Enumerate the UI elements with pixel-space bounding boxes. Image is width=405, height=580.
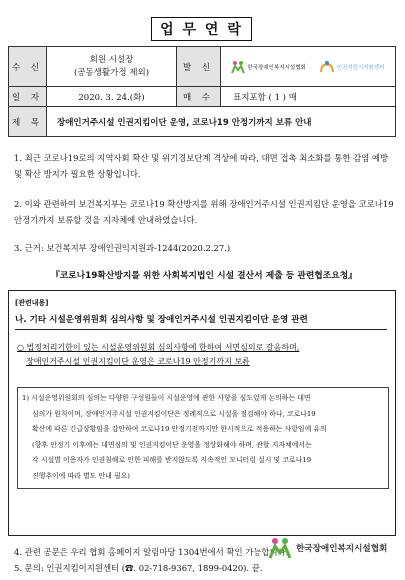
date-value: 2020. 3. 24.(화) <box>47 87 177 107</box>
footer-org-name: 한국장애인복지시설협회 <box>296 544 388 554</box>
bullet-line-1: ○ 법정처리기한이 있는 시설운영위원회 심의사항에 한하여 서면심의로 갈음하며, <box>17 343 300 352</box>
document-title: 업 무 연 락 <box>151 17 252 41</box>
detail-line-1: 1) 시설운영위원회의 심의는 다양한 구성원들이 시설운영에 관한 사항을 심도있게 논의하는 대면 <box>22 394 311 402</box>
paragraph-4: 4. 관련 공문은 우리 협회 홈페이지 알림마당 1304번에서 확인 가능합니다. <box>14 547 289 557</box>
detail-line-4: (향후 안정기 이후에는 대면심의 및 인권지킴이단 운영을 정상화해야 하며, 관할 지자체에서는 <box>32 440 312 449</box>
association-logo-icon <box>231 60 245 74</box>
paragraph-5: 5. 문의: 인권지킴이지원센터 (☎. 02-718-9367, 1899-0420). 끝. <box>14 563 263 573</box>
association-logo: 한국장애인복지시설협회 <box>231 60 305 74</box>
paragraph-3: 3. 근거: 보건복지부 장애인권익지원과-1244(2020.2.27.) <box>14 243 231 253</box>
rights-center-logo-icon <box>319 60 335 74</box>
paragraph-2: 2. 이와 관련하여 보건복지부는 코로나19 확산방지를 위해 장애인거주시설 인권지킴단 운영을 코로나19 안정기까지 보류할 것을 지자체에 안내하였습니다. <box>14 199 394 225</box>
related-content-detail <box>17 387 389 489</box>
rights-center-logo: 인권지킴이지원센터 <box>319 60 385 74</box>
paragraph-1: 1. 최근 코로나19로의 지역사회 확산 및 위기경보단계 격상에 따라, 대면 접촉 최소화를 통한 감염 예방 및 확산 방지가 필요한 상황입니다. <box>14 153 389 179</box>
bullet-line-2: 장애인거주시설 인권지킴이단 운영은 코로나19 안정기까지 보류 <box>26 357 250 366</box>
date-label: 일 자 <box>9 87 47 107</box>
detail-line-3: 확산에 따른 긴급상황임을 감안하여 코로나19 안정기전까지만 한시적으로 적용하는 사항임에 유의 <box>32 425 327 433</box>
related-content-tag: [관련내용] <box>15 299 49 307</box>
sender-label: 발 신 <box>177 47 221 87</box>
footer-logo-icon <box>268 537 292 559</box>
related-content-box <box>8 290 396 536</box>
sender-value <box>221 47 396 87</box>
recipient-value: 회원 시설장 (공동생활가정 제외) <box>47 47 177 87</box>
subject-value: 장애인거주시설 인권지킴이단 운영, 코로나19 안정기까지 보류 안내 <box>47 107 396 137</box>
detail-line-2: 심의가 원칙이며, 장애인거주시설 인권지킴이단은 정례적으로 시설을 점검해야 하나, 코로나19 <box>32 409 316 418</box>
header-table <box>8 46 396 137</box>
detail-line-5: 각 시설별 이용자가 인권침해로 인한 피해를 받지않도록 지속적인 모니터링 실시 및 코로나19 <box>32 456 312 464</box>
footer-logo <box>268 537 387 559</box>
recipient-label: 수 신 <box>9 47 47 87</box>
pages-value: 표지포함 ( 1 ) 매 <box>221 87 396 107</box>
pages-label: 매 수 <box>177 87 221 107</box>
detail-line-6: 진행추이에 따라 별도 안내 필요) <box>32 471 130 480</box>
subject-label: 제 목 <box>9 107 47 137</box>
referenced-document-title: 『코로나19확산방지를 위한 사회복지법인 시설 결산서 제출 등 관련협조요청』 <box>50 271 358 281</box>
related-content-heading: 나. 기타 시설운영위원회 심의사항 및 장애인거주시설 인권지킴이단 운영 관련 <box>15 313 387 330</box>
related-content-bullet <box>17 341 387 369</box>
